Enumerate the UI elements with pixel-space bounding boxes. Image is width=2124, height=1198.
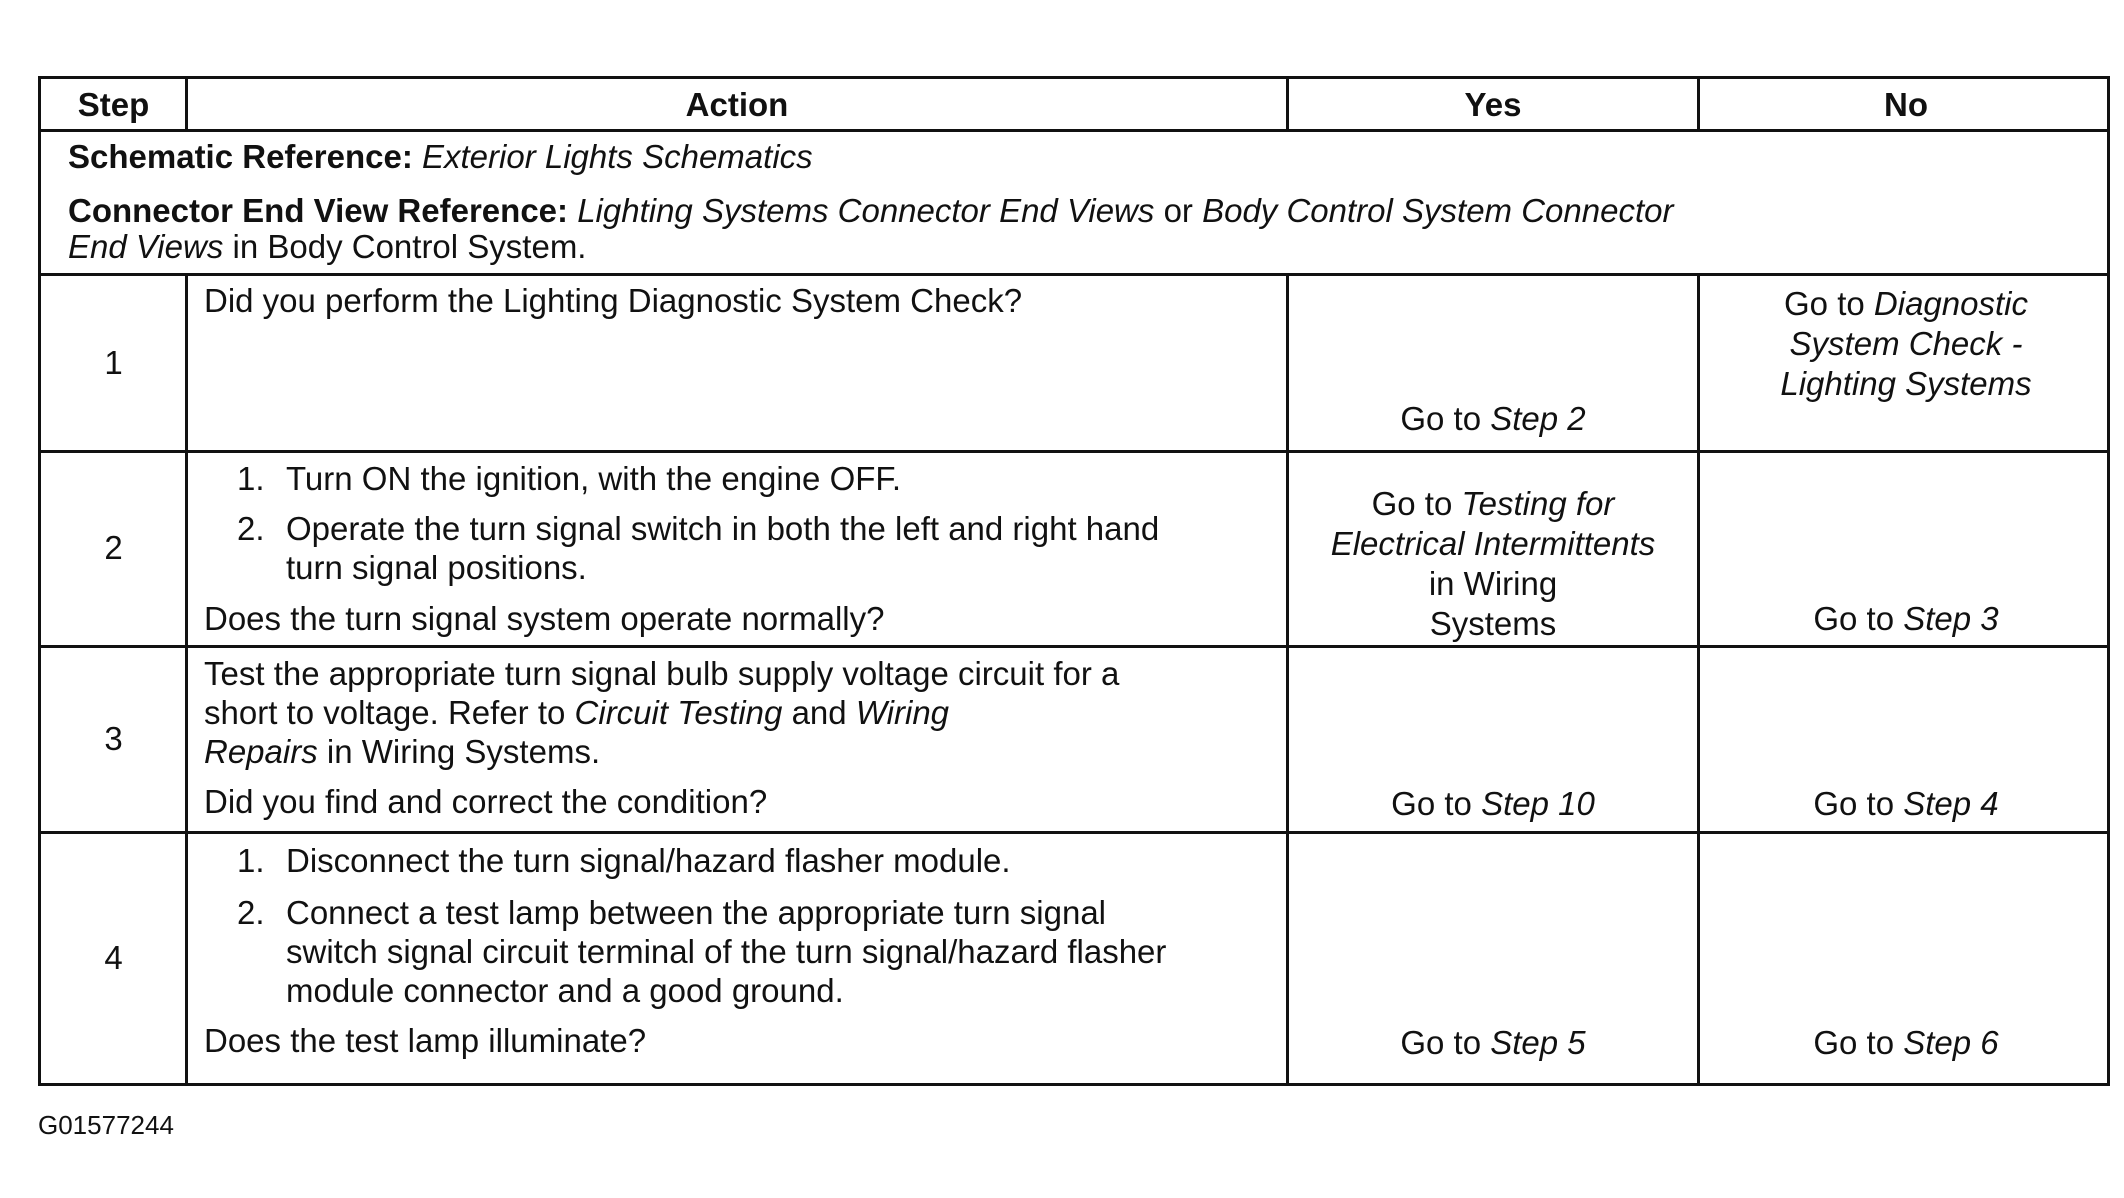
row3-line2 (204, 693, 949, 733)
row2-no-prefix: Go to (1813, 600, 1895, 637)
row-2-rule (41, 645, 2107, 648)
header-step: Step (77, 85, 150, 123)
row2-no (1699, 599, 2113, 639)
row3-wiring-link[interactable]: Wiring (855, 694, 950, 731)
row4-item1: Disconnect the turn signal/hazard flasher module. (286, 842, 1011, 879)
row3-no-prefix: Go to (1813, 785, 1895, 822)
row2-item2-a: Operate the turn signal switch in both the left and right hand (286, 510, 1160, 547)
row4-item2-a: Connect a test lamp between the appropriate turn signal (286, 894, 1107, 931)
schematic-reference-link[interactable]: Exterior Lights Schematics (422, 138, 813, 175)
row4-item2-num: 2. (237, 894, 265, 931)
row3-yes-link[interactable]: Step 10 (1481, 785, 1595, 822)
row3-no-link[interactable]: Step 4 (1903, 785, 1999, 822)
connector-reference-label: Connector End View Reference: (68, 192, 569, 229)
row4-no-prefix: Go to (1813, 1024, 1895, 1061)
diagnostic-table (38, 76, 2110, 1086)
row4-question: Does the test lamp illuminate? (204, 1022, 647, 1059)
row3-yes (1288, 784, 1698, 824)
reference-rule (41, 273, 2107, 276)
row-3-rule (41, 831, 2107, 834)
row3-yes-prefix: Go to (1391, 785, 1472, 822)
row1-no-link-1[interactable]: Diagnostic (1873, 285, 2028, 322)
connector-reference-or: or (1163, 192, 1193, 229)
row-1-rule (41, 450, 2107, 453)
figure-id: G01577244 (38, 1110, 174, 1140)
connector-reference-link-2a[interactable]: Body Control System Connector (1202, 192, 1674, 229)
row4-yes (1288, 1023, 1698, 1063)
connector-reference-suffix: in Body Control System. (232, 228, 587, 265)
schematic-reference-label: Schematic Reference: (68, 138, 413, 175)
col-rule-action-body (1286, 274, 1289, 1086)
row3-line2-text: short to voltage. Refer to (204, 694, 566, 731)
step-number-1: 1 (104, 344, 123, 381)
row2-yes-prefix: Go to (1371, 485, 1453, 522)
row2-item2-num: 2. (237, 510, 265, 547)
connector-reference-line2 (68, 227, 586, 267)
connector-reference-link-2b[interactable]: End Views (68, 228, 224, 265)
row2-yes-suffix-2: Systems (1429, 605, 1557, 642)
row4-item2-b: switch signal circuit terminal of the turn signal/hazard flasher (286, 933, 1167, 970)
connector-reference-link-1[interactable]: Lighting Systems Connector End Views (577, 192, 1155, 229)
row1-no-link-3[interactable]: Lighting Systems (1780, 365, 2032, 402)
row3-line1: Test the appropriate turn signal bulb supply voltage circuit for a (204, 655, 1120, 692)
schematic-reference (68, 137, 813, 177)
row2-no-link[interactable]: Step 3 (1903, 600, 1999, 637)
row4-no-link[interactable]: Step 6 (1903, 1024, 1999, 1061)
row2-question: Does the turn signal system operate normally? (204, 600, 885, 637)
row4-yes-prefix: Go to (1400, 1024, 1482, 1061)
row1-yes-link[interactable]: Step 2 (1490, 400, 1586, 437)
row2-item1: Turn ON the ignition, with the engine OFF. (286, 460, 902, 497)
row1-yes-prefix: Go to (1400, 400, 1482, 437)
row3-line3-suffix: in Wiring Systems. (326, 733, 601, 770)
row3-line2-and: and (791, 694, 847, 731)
row4-yes-link[interactable]: Step 5 (1490, 1024, 1586, 1061)
row4-item1-num: 1. (237, 842, 265, 879)
row1-yes (1288, 399, 1698, 439)
row2-yes-link-1[interactable]: Testing for (1461, 485, 1615, 522)
row3-circuit-testing-link[interactable]: Circuit Testing (574, 694, 783, 731)
row1-no-link-2[interactable]: System Check - (1789, 325, 2023, 362)
header-action: Action (685, 85, 789, 123)
step-number-2: 2 (104, 529, 123, 566)
step-number-3: 3 (104, 720, 123, 757)
row3-question: Did you find and correct the condition? (204, 783, 768, 820)
connector-reference (68, 191, 1673, 231)
header-no: No (1884, 85, 1928, 123)
row4-no (1699, 1023, 2113, 1063)
row3-no (1699, 784, 2113, 824)
row2-yes-link-2[interactable]: Electrical Intermittents (1330, 525, 1656, 562)
row2-yes (1288, 484, 1698, 644)
row2-yes-suffix-1: in Wiring (1428, 565, 1558, 602)
row1-no (1699, 284, 2113, 404)
row2-item2-b: turn signal positions. (286, 549, 587, 586)
row1-no-prefix: Go to (1784, 285, 1865, 322)
row1-action: Did you perform the Lighting Diagnostic System Check? (204, 282, 1023, 319)
row2-item1-num: 1. (237, 460, 265, 497)
row3-line3 (204, 732, 600, 772)
row4-item2-c: module connector and a good ground. (286, 972, 844, 1009)
header-yes: Yes (1464, 85, 1522, 123)
step-number-4: 4 (104, 939, 123, 976)
row3-repairs-link[interactable]: Repairs (204, 733, 318, 770)
